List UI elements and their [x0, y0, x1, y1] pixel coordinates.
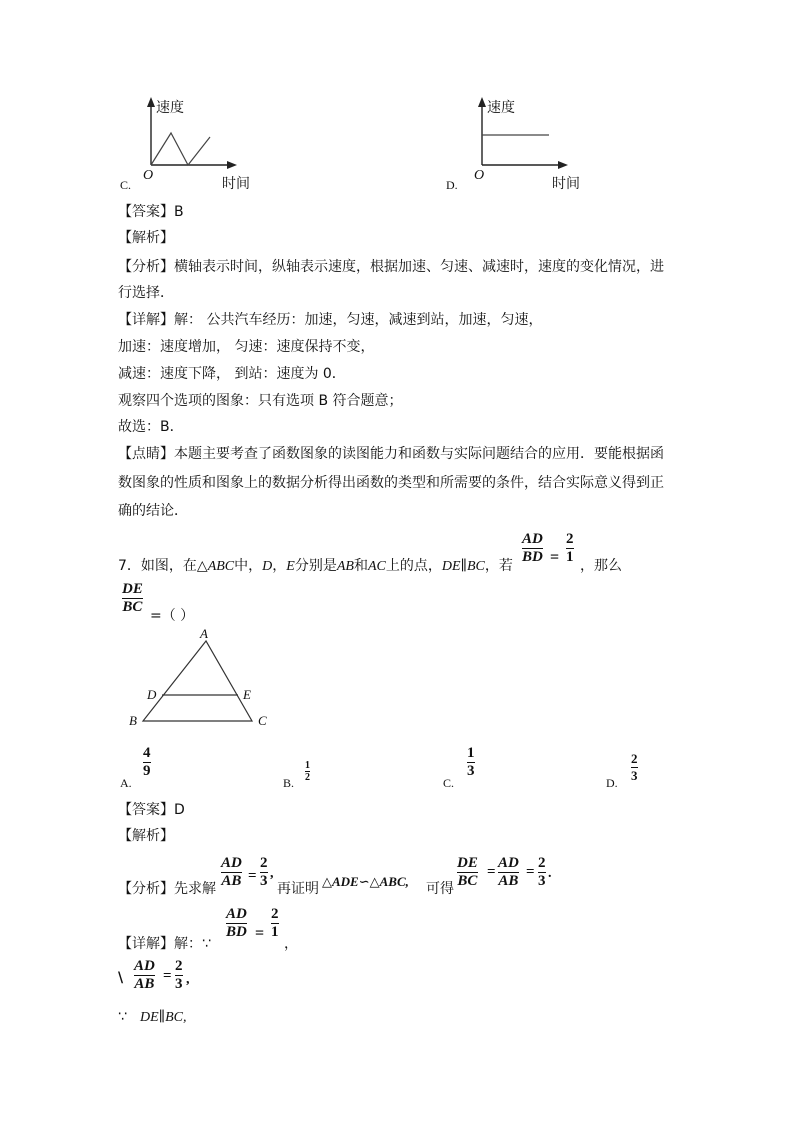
q7-detail-bd: BD [226, 924, 247, 940]
q7-option-d-label: D. [606, 776, 618, 790]
q7-fenxi-kede: 可得 [426, 881, 454, 897]
option-c-label: C. [120, 178, 132, 192]
q7-option-b-value [305, 760, 310, 783]
q7-detail-ad: AD [226, 906, 247, 922]
q7-stem-part5: ，那么 [580, 558, 622, 574]
q7-option-b-num: 1 [305, 760, 310, 771]
graph-d-origin: O [474, 168, 485, 183]
vertex-d-label: D [147, 687, 157, 702]
q7-analysis-heading: 【解析】 [118, 828, 174, 844]
because-symbol: ∵ [118, 1009, 127, 1025]
q7-question-fraction [122, 581, 143, 616]
triangle-abc [143, 641, 252, 721]
q7-fenxi-prefix: 【分析】先求解 [118, 881, 216, 897]
graph-c-origin: O [143, 168, 154, 183]
q6-dianjing-line3: 确的结论． [118, 503, 188, 519]
q7-option-d-den: 3 [631, 768, 638, 783]
q7-detail-equals: = [255, 925, 265, 942]
q6-fenxi-line2: 行选择． [118, 285, 174, 301]
q7-question-numerator: DE [122, 581, 143, 597]
q6-detail-line1: 【详解】解： 公共汽车经历：加速，匀速，减速到站，加速，匀速， [118, 312, 543, 328]
q7-given-equals: = [550, 549, 560, 566]
q7-given-numerator: AD [522, 531, 543, 547]
q6-dianjing-line2: 数图象的性质和图象上的数据分析得出函数的类型和所需要的条件，结合实际意义得到正 [118, 475, 664, 491]
q7-stem-part2: 中， [234, 558, 263, 574]
q7-stem [118, 555, 513, 575]
q7-fenxi-den: AB [221, 873, 242, 889]
q7-paren: =（ ） [150, 608, 195, 624]
q7-fenxi-equals-3: = [526, 864, 535, 880]
q7-result-equals: = [163, 968, 172, 984]
vertex-c-label: C [258, 713, 267, 728]
q7-result-ad: AD [134, 958, 155, 974]
q7-fenxi-two: 2 [260, 855, 268, 871]
q7-final-de-parallel-bc: DE∥BC, [140, 1010, 187, 1025]
q6-fenxi-line1: 【分析】横轴表示时间，纵轴表示速度，根据加速、匀速、减速时，速度的变化情况，进 [118, 259, 664, 275]
q7-detail-prefix: 【详解】解：∵ [118, 936, 211, 952]
q7-result-frac-ad-ab [134, 958, 155, 993]
q7-detail-one: 1 [271, 924, 279, 940]
q7-similar-triangles: △ADE∽△ABC, [322, 874, 409, 889]
q7-fenxi-ad-2: AD [498, 855, 519, 871]
q7-answer: 【答案】D [118, 802, 185, 818]
q7-stem-part3: 分别是 [294, 558, 337, 574]
q7-fenxi-frac-ad-ab-2 [498, 855, 519, 890]
q6-analysis-heading: 【解析】 [118, 230, 174, 246]
q7-detail-frac-ad-bd [226, 906, 247, 941]
q7-given-value [566, 531, 574, 566]
graph-c-curve [151, 133, 210, 165]
option-d-label: D. [446, 178, 458, 192]
graph-d-x-arrow [558, 161, 568, 169]
q7-fenxi-equals: = [248, 868, 257, 884]
q7-fenxi-ab-2: AB [498, 873, 519, 889]
q7-option-c-num: 1 [467, 745, 475, 761]
q7-result-two: 2 [175, 958, 183, 974]
q7-fenxi-three: 3 [260, 873, 268, 889]
q7-option-b-den: 2 [305, 772, 310, 783]
q6-detail-line4: 观察四个选项的图象：只有选项 B 符合题意； [118, 393, 403, 409]
q6-detail-line5: 故选：B． [118, 419, 184, 435]
q7-option-b-label: B. [283, 776, 295, 790]
q7-fenxi-two-thirds-2 [538, 855, 546, 890]
q7-fenxi-num: AD [221, 855, 242, 871]
graph-c-xlabel: 时间 [222, 176, 250, 192]
q6-dianjing-line1: 【点睛】本题主要考查了函数图象的读图能力和函数与实际问题结合的应用．要能根据函 [118, 446, 664, 462]
vertex-b-label: B [129, 713, 137, 728]
vertex-a-label: A [200, 626, 208, 641]
q7-segment-ac: AC [367, 559, 386, 574]
q7-stem-part1: 7．如图，在△ [118, 558, 208, 574]
q7-comma: ， [272, 558, 287, 574]
q7-fenxi-comma: , [270, 866, 274, 881]
q7-detail-two: 2 [271, 906, 279, 922]
q7-given-value-den: 1 [566, 549, 574, 565]
q7-fenxi-frac-ad-ab [221, 855, 242, 890]
q7-de-parallel-bc: DE∥BC [441, 559, 485, 574]
q7-point-e: E [286, 559, 295, 574]
q7-option-c-den: 3 [467, 763, 475, 779]
q6-answer: 【答案】B [118, 204, 184, 220]
q7-point-d: D [262, 559, 273, 574]
q7-result-three: 3 [175, 976, 183, 992]
q7-stem-part4: 上的点， [385, 558, 442, 574]
q7-option-a-num: 4 [143, 745, 151, 761]
q7-given-fraction [522, 531, 543, 566]
q7-given-value-num: 2 [566, 531, 574, 547]
q6-detail-line2: 加速：速度增加， 匀速：速度保持不变， [118, 339, 375, 355]
q7-option-d-value [631, 751, 638, 784]
q7-result-two-thirds [175, 958, 183, 993]
q7-option-c-label: C. [443, 776, 455, 790]
q7-option-a-den: 9 [143, 763, 151, 779]
q7-ruo: ，若 [484, 558, 513, 574]
q7-fenxi-two-2: 2 [538, 855, 546, 871]
q7-fenxi-zai: 再证明 [277, 881, 319, 897]
q7-fenxi-three-2: 3 [538, 873, 546, 889]
q7-fenxi-two-thirds [260, 855, 268, 890]
q7-detail-two-over-one [271, 906, 279, 941]
q6-detail-line3: 减速：速度下降， 到站：速度为 0． [118, 366, 346, 382]
q7-given-denominator: BD [522, 549, 543, 565]
graph-d-xlabel: 时间 [552, 176, 580, 192]
q7-segment-ab: AB [336, 559, 354, 574]
q7-option-c-value [467, 745, 475, 780]
q7-detail-comma: ， [284, 936, 298, 952]
q7-option-a-value [143, 745, 151, 780]
q7-option-a-label: A. [120, 776, 132, 790]
q7-result-ab: AB [134, 976, 155, 992]
q7-fenxi-equals-2: = [487, 864, 496, 880]
vertex-e-label: E [243, 687, 251, 702]
q7-fenxi-de: DE [457, 855, 478, 871]
q7-question-denominator: BC [122, 599, 143, 615]
q7-fenxi-bc: BC [457, 873, 478, 889]
graph-c-x-arrow [227, 161, 237, 169]
q7-triangle-abc: ABC [207, 559, 235, 574]
q7-result-comma: , [186, 972, 190, 987]
q7-fenxi-frac-de-bc [457, 855, 478, 890]
graph-d-ylabel: 速度 [487, 100, 515, 116]
graph-c-ylabel: 速度 [156, 100, 184, 116]
q7-fenxi-period: . [548, 866, 552, 881]
therefore-symbol: \ [118, 970, 124, 986]
q7-option-d-num: 2 [631, 751, 638, 766]
graph-c-y-arrow [147, 97, 155, 107]
q7-he: 和 [353, 558, 368, 574]
graph-d-y-arrow [478, 97, 486, 107]
